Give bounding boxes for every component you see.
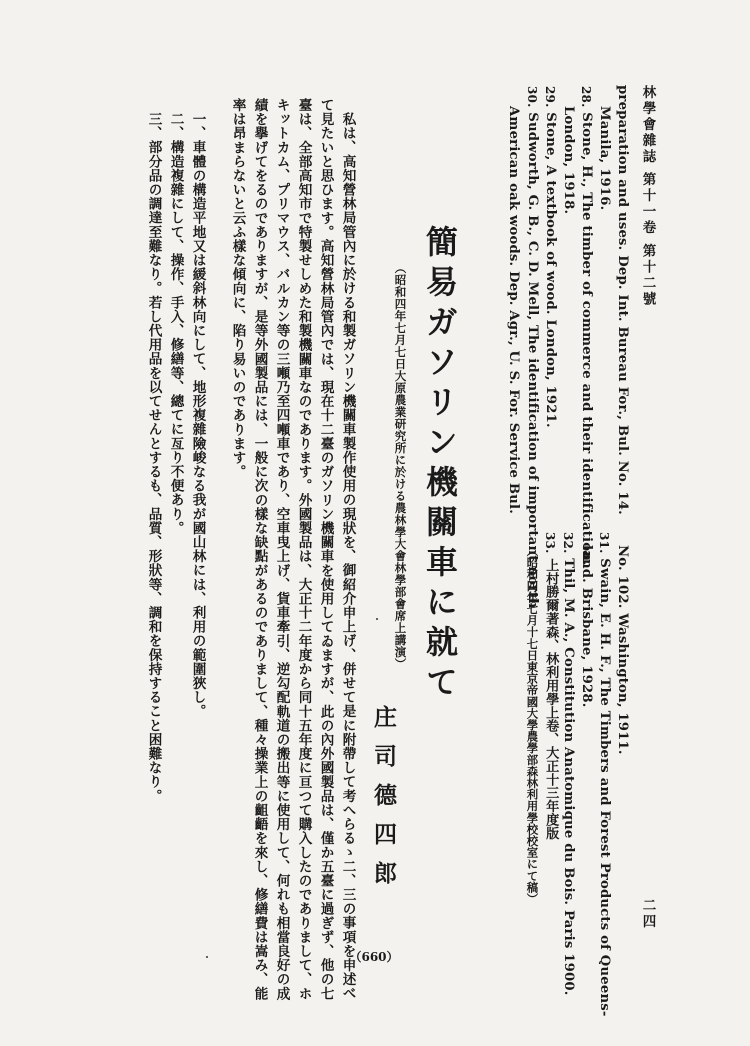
reference-line: land. Brisbane, 1928. (579, 545, 595, 708)
list-item: 二、構造複雜にして、操作、手入、修繕等、總てに亙り不便あり。 (167, 112, 184, 535)
reference-30: 30. Sudworth, G. B., C. D. Mell, The identification of important north (525, 86, 541, 609)
reference-28: 28. Stone, H., The timber of commerce and their identification. (579, 86, 595, 566)
reference-line: Manila, 1916. (597, 106, 613, 211)
body-line: 績を擧げてをるのでありますが、是等外國製品には、一般に次の樣な缺點があるのでありまして、種々操業上の齟齬を來し、修繕費は嵩み、能 (251, 98, 268, 1001)
body-line: 率は昂まらないと云ふ樣な傾向に、陷り易いのであります。 (229, 98, 246, 479)
article-author: 庄司德四郎 (370, 705, 397, 900)
list-item: 一、車體の構造平地又は緩斜林向にして、地形複雜險峻なる我が國山林には、利用の範圍狹し。 (189, 112, 206, 719)
reference-32: 32. Thil, M. A., Constitution Anatomique du Bois. Paris 1900. (561, 532, 577, 996)
print-speck (376, 618, 378, 620)
page-number-top: 二四 (639, 898, 656, 930)
reference-line: preparation and uses. Dep. Int. Bureau For., Bul. No. 14. (615, 85, 631, 515)
article-subtitle: （昭和四年七月七日大原農業研究所に於ける農林學大會林學部會席上講演） (393, 262, 408, 670)
body-line: 臺は、全部高知市で特製せしめた和製機關車なのであります。外國製品は、大正十二年度から同十五年度に亘つて購入したのでありまして、ホ (295, 98, 312, 1001)
reference-31: 31. Swain, E. H. F., The Timbers and Forest Products of Queens- (597, 532, 613, 1017)
body-line: キットカム、プリマウス、バルカン等の三噸乃至四噸車であり、空車曳上げ、貨車牽引、逆勾配軌道の搬出等に使用して、何れも相當良好の成 (273, 98, 290, 1001)
reference-note: （昭和四年七月十七日東京帝國大學農學部森林利用學校校室にて稿） (525, 545, 540, 905)
body-line: て見たいと思ひます。高知營林局管內では、現在十二臺のガソリン機關車を使用してゐますが、此の內外國製品は、僅か五臺に過ぎず、他の七 (317, 98, 334, 1001)
reference-29: 29. Stone, A textbook of wood. London, 1921. (543, 86, 559, 428)
reference-line: American oak woods. Dep. Agr., U. S. For. Service Bul. (506, 106, 522, 515)
article-title: 簡易ガソリン機關車に就て (421, 225, 459, 705)
print-speck (206, 956, 208, 958)
reference-33: 33. 上村勝爾著森、林利用學上卷、大正十三年度版 (543, 532, 559, 840)
reference-line: London, 1918. (561, 106, 577, 215)
running-head: 林學會雜誌 第十一卷 第十二號 (639, 85, 656, 308)
body-line: 私は、高知營林局管內に於ける和製ガソリン機關車製作使用の現狀を、御紹介申上げ、併せて是に附帶して考へらるゝ二、三の事項を申述べ (339, 112, 356, 1001)
page-number-bottom: （660） (349, 950, 399, 964)
reference-line: No. 102. Washington, 1911. (615, 545, 631, 755)
list-item: 三、部分品の調達至難なり。若し代用品を以てせんとするも、品質、形狀等、調和を保持すること困難なり。 (145, 112, 162, 803)
